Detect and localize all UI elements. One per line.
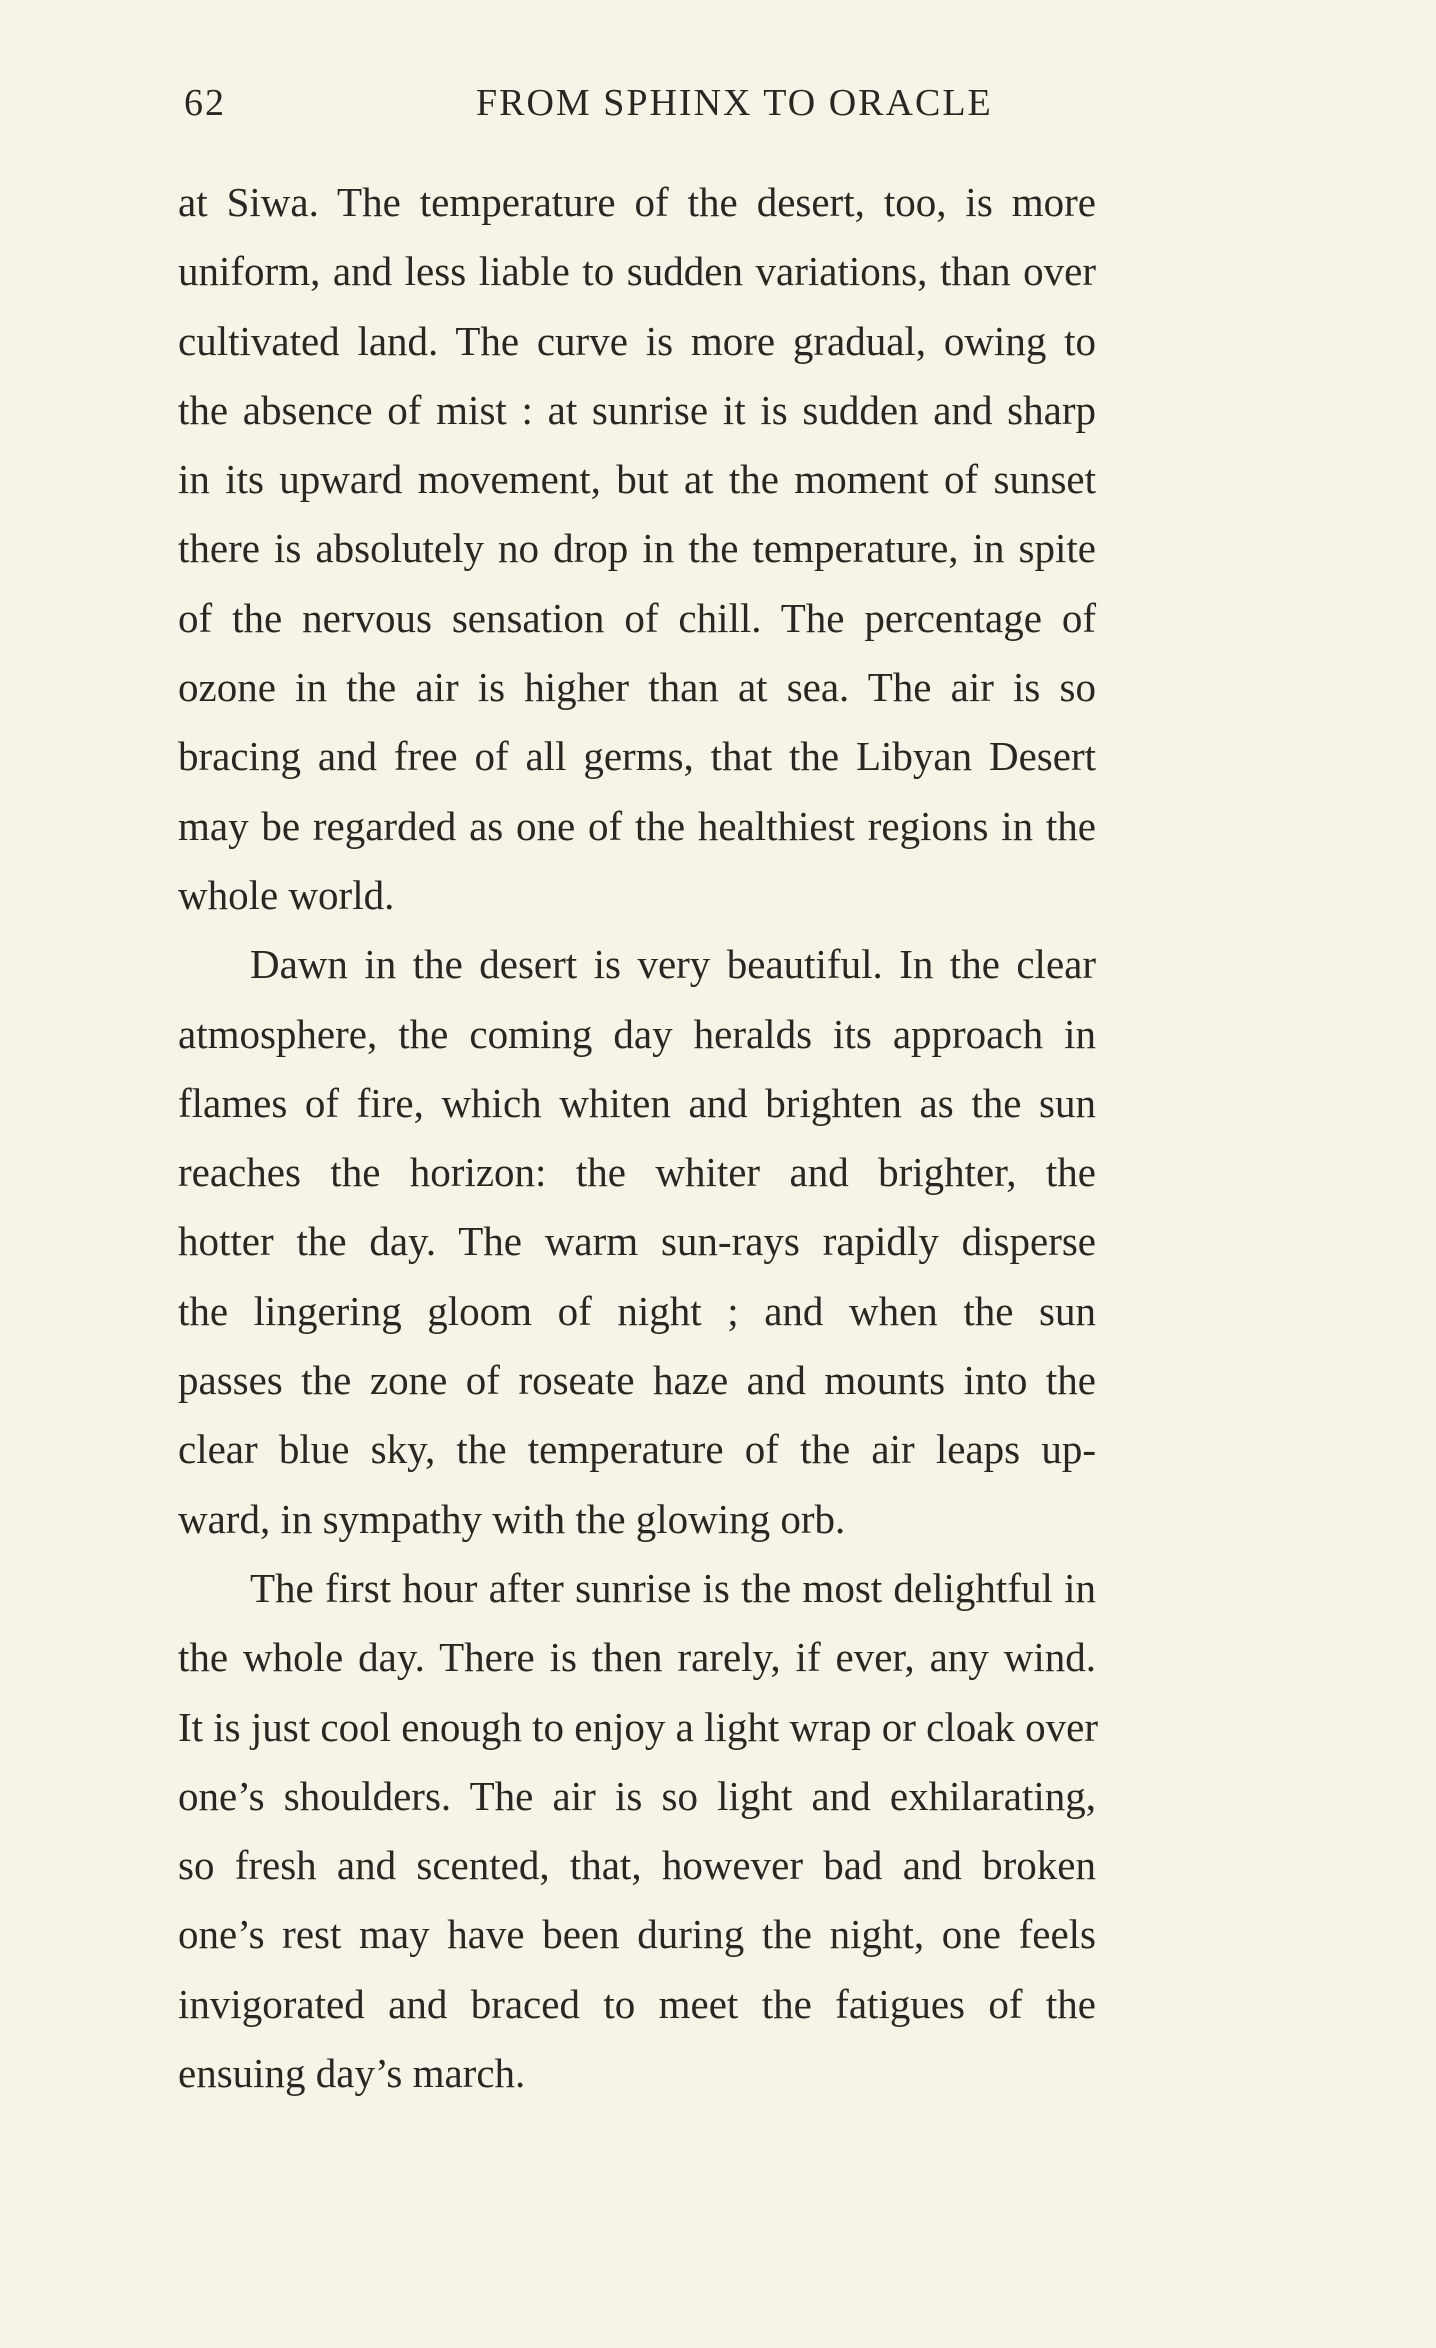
paragraph	[178, 930, 1096, 1554]
body-text	[178, 168, 1099, 2108]
text-line: the absence of mist : at sunrise it is sudden and sharp	[178, 386, 1096, 433]
text-line: one’s shoulders. The air is so light and exhilarating,	[178, 1772, 1096, 1819]
text-line: ward, in sympathy with the glowing orb.	[178, 1495, 846, 1542]
text-line: so fresh and scented, that, however bad and broken	[178, 1842, 1096, 1889]
text-line: It is just cool enough to enjoy a light wrap or cloak over	[178, 1703, 1099, 1750]
text-line: invigorated and braced to meet the fatigues of the	[178, 1980, 1096, 2027]
text-line: Dawn in the desert is very beautiful. In the clear	[250, 941, 1096, 988]
text-line: may be regarded as one of the healthiest regions in the	[178, 802, 1096, 849]
text-line: cultivated land. The curve is more gradual, owing to	[178, 317, 1096, 364]
text-line: the lingering gloom of night ; and when the sun	[178, 1287, 1096, 1334]
text-line: ensuing day’s march.	[178, 2050, 526, 2097]
text-line: flames of fire, which whiten and brighten as the sun	[178, 1079, 1096, 1126]
page-header	[168, 78, 1078, 128]
text-line: clear blue sky, the temperature of the air leaps up-	[178, 1426, 1096, 1473]
text-line: of the nervous sensation of chill. The percentage of	[178, 594, 1096, 641]
page-number: 62	[184, 82, 226, 124]
text-line: atmosphere, the coming day heralds its approach in	[178, 1010, 1096, 1057]
text-line: ozone in the air is higher than at sea. The air is so	[178, 664, 1096, 711]
text-line: The first hour after sunrise is the most delightful in	[250, 1564, 1096, 1611]
text-line: one’s rest may have been during the night, one feels	[178, 1911, 1096, 1958]
text-line: uniform, and less liable to sudden variations, than over	[178, 248, 1096, 295]
text-line: at Siwa. The temperature of the desert, too, is more	[178, 179, 1096, 225]
running-head: FROM SPHINX TO ORACLE	[476, 82, 993, 124]
text-line: bracing and free of all germs, that the Libyan Desert	[178, 733, 1096, 780]
paragraph	[178, 168, 1096, 930]
text-line: passes the zone of roseate haze and mounts into the	[178, 1357, 1096, 1404]
text-line: reaches the horizon: the whiter and brighter, the	[178, 1149, 1096, 1196]
paragraph	[178, 1554, 1099, 2108]
text-line: there is absolutely no drop in the temperature, in spite	[178, 525, 1096, 572]
text-line: whole world.	[178, 871, 395, 918]
text-line: the whole day. There is then rarely, if ever, any wind.	[178, 1634, 1096, 1681]
text-line: in its upward movement, but at the moment of sunset	[178, 456, 1096, 503]
text-line: hotter the day. The warm sun-rays rapidly disperse	[178, 1218, 1096, 1265]
